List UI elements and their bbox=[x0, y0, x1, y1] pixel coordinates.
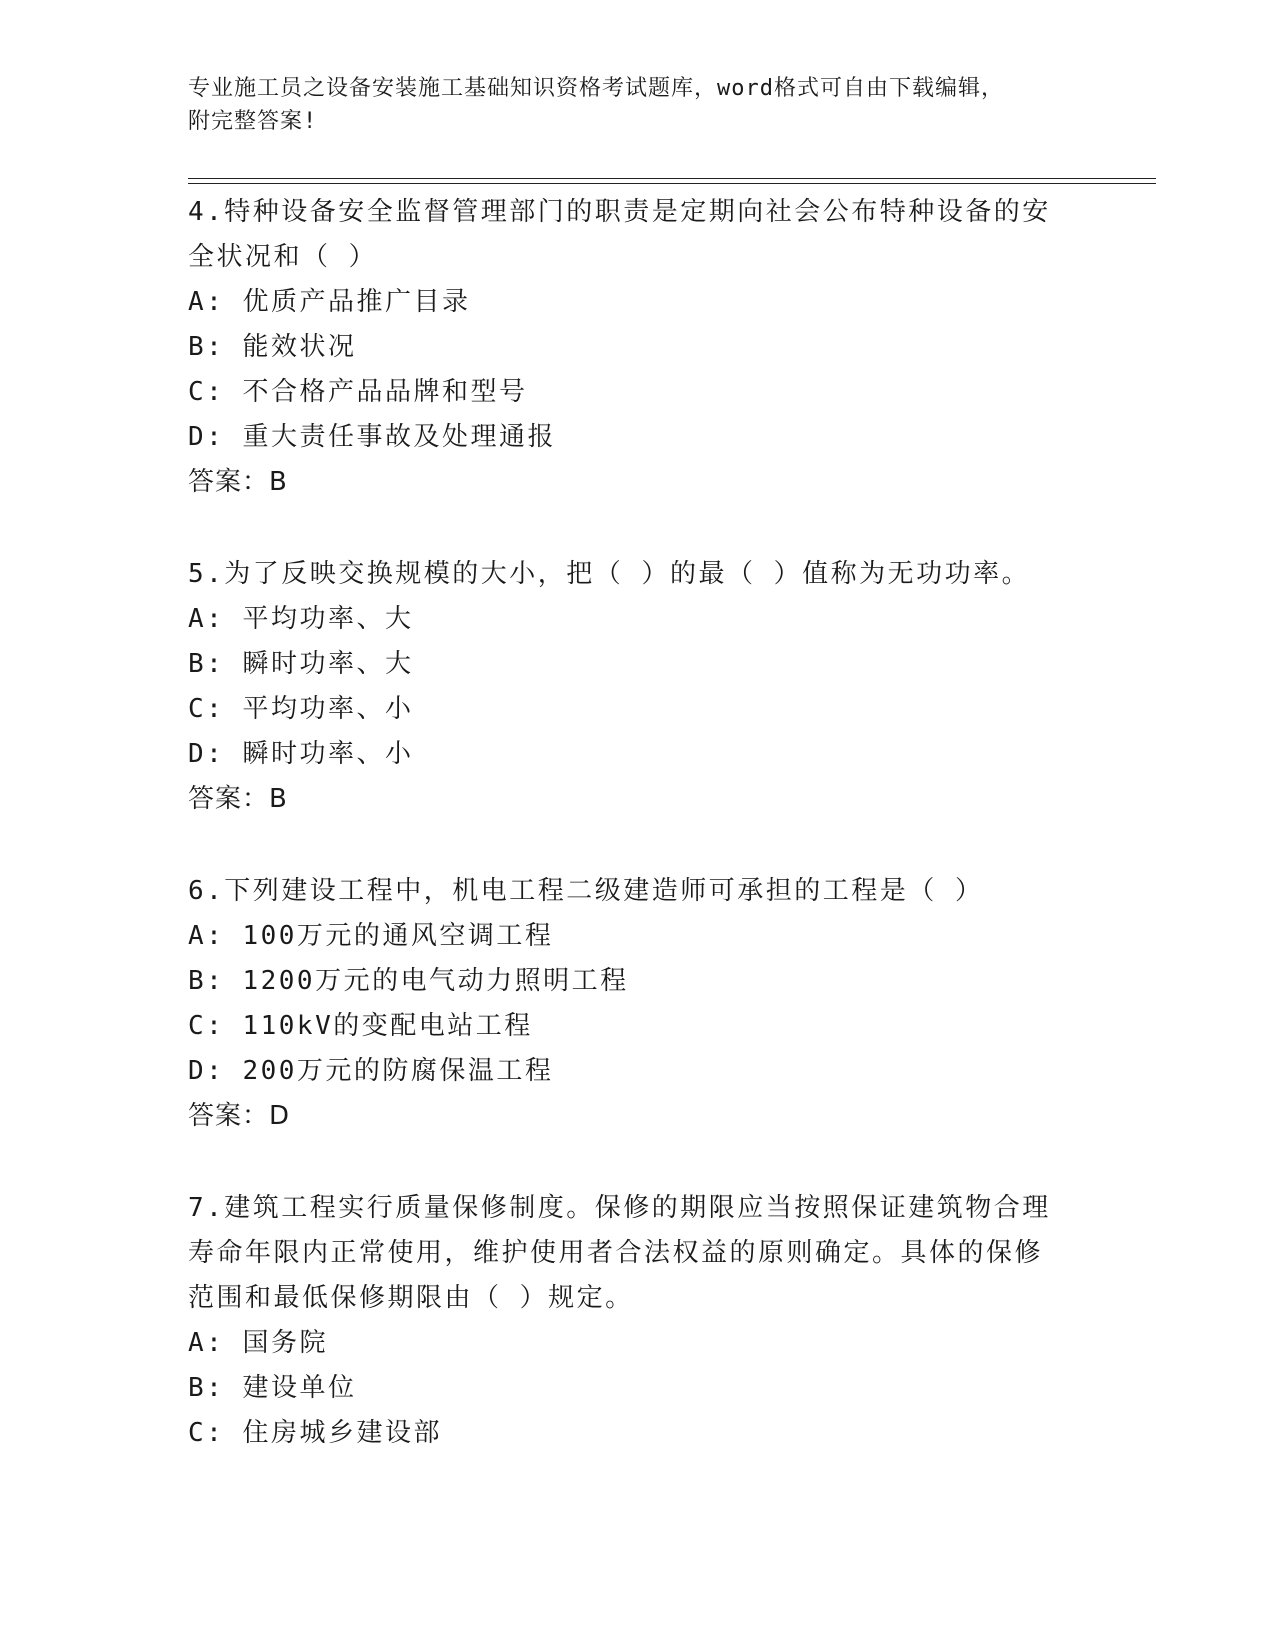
question-stem-line: 4.特种设备安全监督管理部门的职责是定期向社会公布特种设备的安 bbox=[188, 197, 1051, 227]
question-5 bbox=[188, 552, 1068, 822]
question-stem-line: 7.建筑工程实行质量保修制度。保修的期限应当按照保证建筑物合理 bbox=[188, 1193, 1051, 1223]
question-stem-line: 6.下列建设工程中，机电工程二级建造师可承担的工程是（ ） bbox=[188, 876, 984, 906]
option-c: C: 住房城乡建设部 bbox=[188, 1418, 442, 1448]
question-4 bbox=[188, 190, 1068, 505]
option-c: C: 110kV的变配电站工程 bbox=[188, 1011, 533, 1041]
option-a: A: 优质产品推广目录 bbox=[188, 287, 471, 317]
question-spacer bbox=[188, 505, 1068, 552]
option-c: C: 不合格产品品牌和型号 bbox=[188, 377, 528, 407]
option-a: A: 平均功率、大 bbox=[188, 604, 414, 634]
question-list bbox=[188, 190, 1068, 1456]
header-line-1: 专业施工员之设备安装施工基础知识资格考试题库，word格式可自由下载编辑， bbox=[188, 76, 1004, 101]
option-d: D: 瞬时功率、小 bbox=[188, 739, 414, 769]
question-stem-line: 寿命年限内正常使用，维护使用者合法权益的原则确定。具体的保修 bbox=[188, 1238, 1044, 1268]
question-7 bbox=[188, 1186, 1068, 1456]
option-b: B: 瞬时功率、大 bbox=[188, 649, 414, 679]
question-5-stem bbox=[188, 552, 1068, 597]
option-a: A: 100万元的通风空调工程 bbox=[188, 921, 554, 951]
option-d: D: 200万元的防腐保温工程 bbox=[188, 1056, 554, 1086]
question-4-stem bbox=[188, 190, 1068, 280]
option-b: B: 建设单位 bbox=[188, 1373, 357, 1403]
header-line-2: 附完整答案! bbox=[188, 109, 318, 134]
question-stem-line: 5.为了反映交换规模的大小，把（ ）的最（ ）值称为无功功率。 bbox=[188, 559, 1031, 589]
question-spacer bbox=[188, 822, 1068, 869]
document-header bbox=[188, 72, 1068, 138]
answer: 答案：D bbox=[188, 1101, 291, 1131]
option-a: A: 国务院 bbox=[188, 1328, 328, 1358]
answer: 答案：B bbox=[188, 467, 288, 497]
option-d: D: 重大责任事故及处理通报 bbox=[188, 422, 556, 452]
option-b: B: 1200万元的电气动力照明工程 bbox=[188, 966, 629, 996]
question-6-stem bbox=[188, 869, 1068, 914]
question-6 bbox=[188, 869, 1068, 1139]
header-divider-top bbox=[188, 178, 1156, 179]
option-b: B: 能效状况 bbox=[188, 332, 357, 362]
question-stem-line: 全状况和（ ） bbox=[188, 242, 378, 272]
header-divider-bottom bbox=[188, 183, 1156, 184]
question-7-stem bbox=[188, 1186, 1068, 1321]
question-stem-line: 范围和最低保修期限由（ ）规定。 bbox=[188, 1283, 634, 1313]
question-spacer bbox=[188, 1139, 1068, 1186]
option-c: C: 平均功率、小 bbox=[188, 694, 414, 724]
answer: 答案：B bbox=[188, 784, 288, 814]
